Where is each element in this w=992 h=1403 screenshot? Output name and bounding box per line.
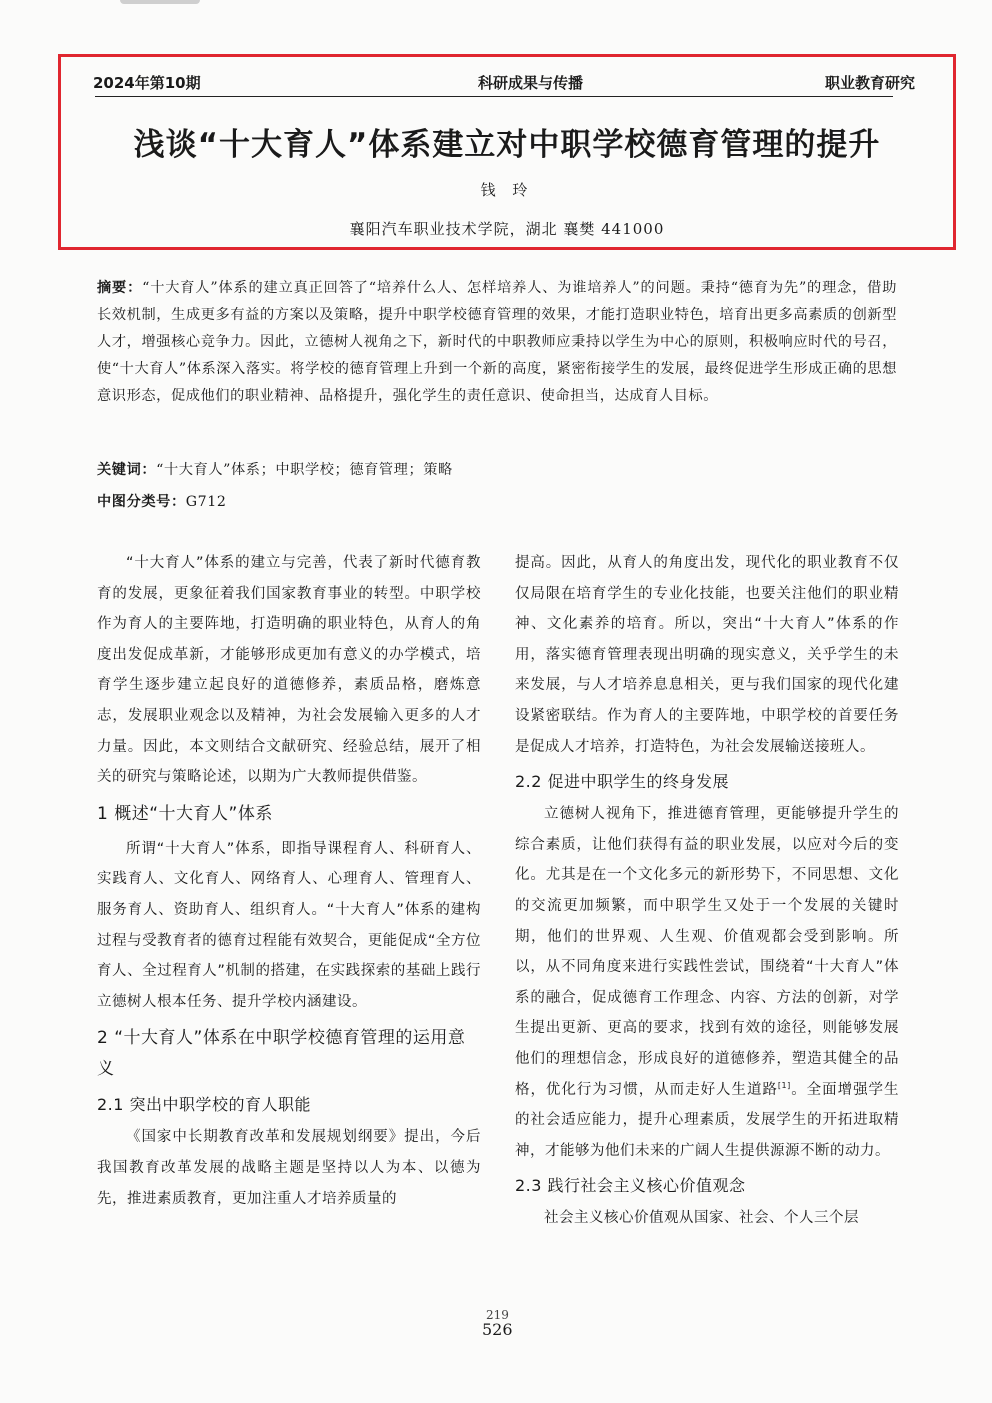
- section-2-2-paragraph: [515, 799, 899, 1166]
- author-affiliation: 襄阳汽车职业技术学院，湖北 襄樊 441000: [349, 220, 665, 238]
- faded-page-number: 219: [486, 1308, 509, 1322]
- citation-ref: [1]: [777, 1080, 791, 1090]
- section-label: 科研成果与传播: [478, 74, 584, 92]
- abstract-text: “十大育人”体系的建立真正回答了“培养什么人、怎样培养人、为谁培养人”的问题。秉持“德育为先”的理念，借助长效机制，生成更多有益的方案以及策略，提升中职学校德育管理的效果，才能打造职业特色，培育出更多高素质的创新型人才，增强核心竞争力。因此，立德树人视角之下，新时代的中职教师应秉持以学生为中心的原则，积极响应时代的号召，使“十大育人”体系深入落实。将学校的德育管理上升到一个新的高度，紧密衔接学生的发展，最终促进学生形成正确的思想意识形态，促成他们的职业精神、品格提升，强化学生的责任意识、使命担当，达成育人目标。: [97, 280, 897, 404]
- highlight-box: [58, 54, 956, 250]
- abstract-label: 摘要：: [97, 280, 143, 296]
- section-2-heading: 2 “十大育人”体系在中职学校德育管理的运用意义: [97, 1028, 466, 1080]
- section-1-paragraph: 所谓“十大育人”体系，即指导课程育人、科研育人、实践育人、文化育人、网络育人、心理育人、管理育人、服务育人、资助育人、组织育人。“十大育人”体系的建构过程与受教育者的德育过程能有效契合，更能促成“全方位育人、全过程育人”机制的搭建，在实践探索的基础上践行立德树人根本任务、提升学校内涵建设。: [97, 840, 481, 1010]
- header-rule: [95, 96, 893, 97]
- section-2-3-paragraph: 社会主义核心价值观从国家、社会、个人三个层: [544, 1210, 859, 1227]
- section-2-1-heading: 2.1 突出中职学校的育人职能: [97, 1095, 312, 1115]
- keywords-text: “十大育人”体系；中职学校；德育管理；策略: [156, 462, 453, 478]
- author-name: 钱 玲: [480, 181, 534, 199]
- classification-label: 中图分类号：: [97, 494, 186, 510]
- intro-paragraph: “十大育人”体系的建立与完善，代表了新时代德育教育的发展，更象征着我们国家教育事业的转型。中职学校作为育人的主要阵地，打造明确的职业特色，从育人的角度出发促成革新，才能够形成更加有意义的办学模式，培育学生逐步建立起良好的道德修养，素质品格，磨炼意志，发展职业观念以及精神，为社会发展输入更多的人才力量。因此，本文则结合文献研究、经验总结，展开了相关的研究与策略论述，以期为广大教师提供借鉴。: [97, 555, 481, 786]
- body-left-column: [97, 548, 481, 1214]
- journal-label: 职业教育研究: [824, 74, 915, 92]
- scan-artifact: [120, 0, 200, 4]
- section-2-3-heading: 2.3 践行社会主义核心价值观念: [515, 1176, 746, 1196]
- classification: [97, 491, 227, 511]
- section-1-heading: 1 概述“十大育人”体系: [97, 803, 273, 824]
- classification-code: G712: [185, 494, 227, 510]
- keywords-label: 关键词：: [97, 462, 157, 478]
- keywords: [97, 459, 453, 479]
- running-head: [93, 72, 915, 98]
- section-2-1-paragraph: 《国家中长期教育改革和发展规划纲要》提出，今后我国教育改革发展的战略主题是坚持以人为本、以德为先，推进素质教育，更加注重人才培养质量的: [97, 1129, 481, 1207]
- body-right-column: [515, 548, 899, 1234]
- page-number: 526: [482, 1320, 513, 1339]
- section-2-2-text-b: 。全面增强学生的社会适应能力，提升心理素质，发展学生的开拓进取精神，才能够为他们未来的广阔人生提供源源不断的动力。: [515, 1081, 900, 1159]
- section-2-2-heading: 2.2 促进中职学生的终身发展: [515, 772, 730, 792]
- section-2-2-text-a: 立德树人视角下，推进德育管理，更能够提升学生的综合素质，让他们获得有益的职业发展，以应对今后的变化。尤其是在一个文化多元的新形势下，不同思想、文化的交流更加频繁，而中职学生又处于一个发展的关键时期，他们的世界观、人生观、价值观都会受到影响。所以，从不同角度来进行实践性尝试，围绕着“十大育人”体系的融合，促成德育工作理念、内容、方法的创新，对学生提出更新、更高的要求，找到有效的途径，则能够发展他们的理想信念，形成良好的道德修养，塑造其健全的品格，优化行为习惯，从而走好人生道路: [515, 806, 899, 1098]
- paper-title: 浅谈“十大育人”体系建立对中职学校德育管理的提升: [133, 127, 881, 163]
- issue-label: 2024年第10期: [93, 74, 201, 92]
- section-2-1-continued: 提高。因此，从育人的角度出发，现代化的职业教育不仅仅局限在培育学生的专业化技能，也要关注他们的职业精神、文化素养的培育。所以，突出“十大育人”体系的作用，落实德育管理表现出明确的现实意义，关乎学生的未来发展，与人才培养息息相关，更与我们国家的现代化建设紧密联结。作为育人的主要阵地，中职学校的首要任务是促成人才培养，打造特色，为社会发展输送接班人。: [515, 555, 899, 755]
- abstract: [97, 275, 897, 410]
